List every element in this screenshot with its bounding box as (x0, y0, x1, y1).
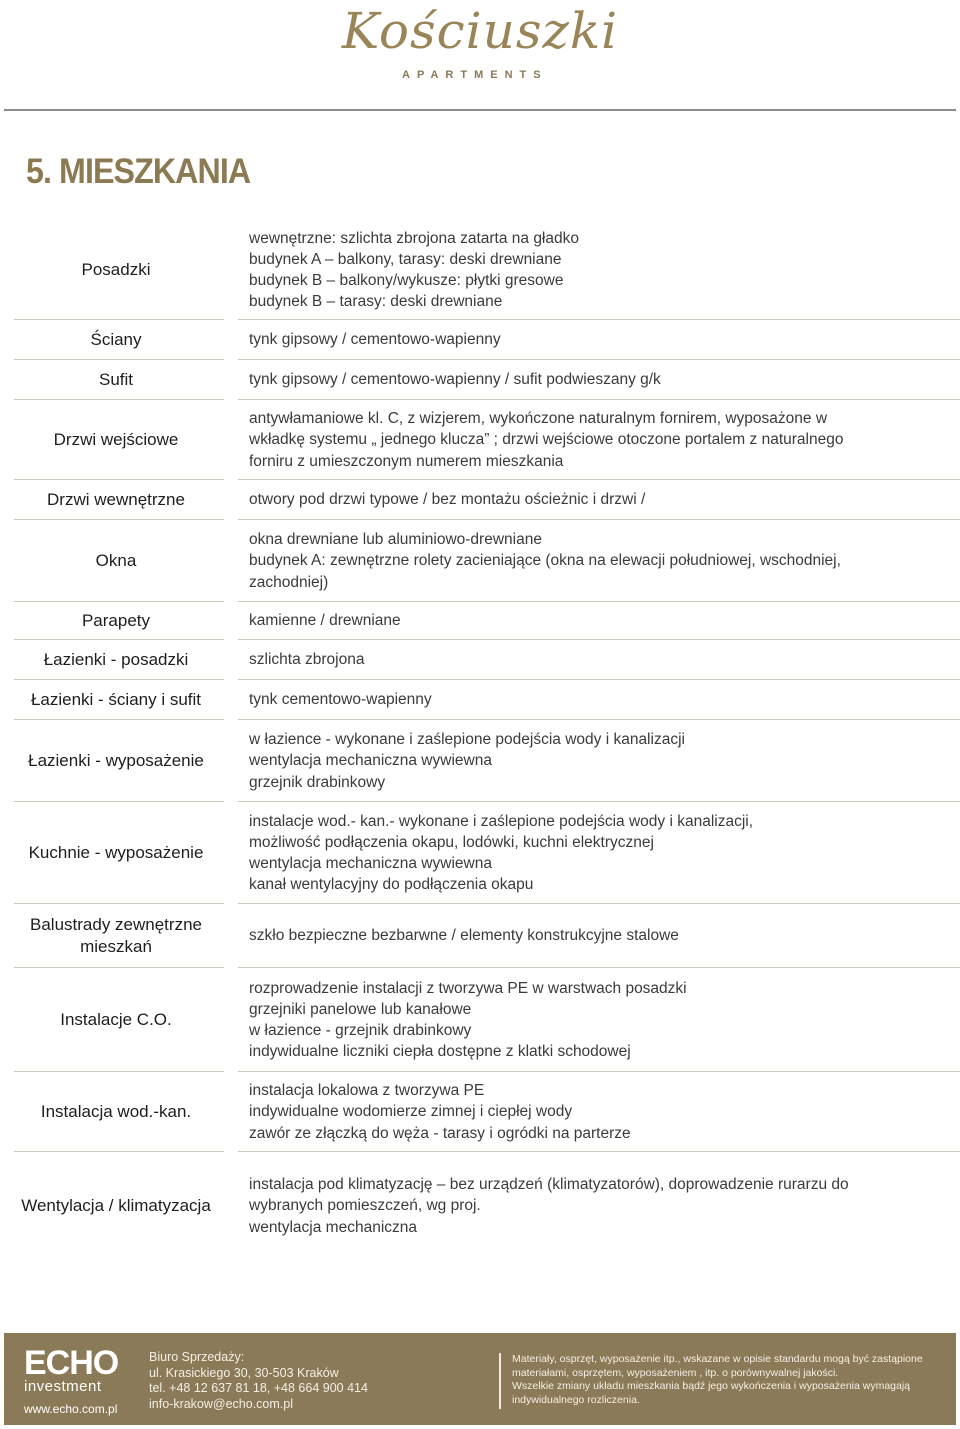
spec-value-line: wkładkę systemu „ jednego klucza” ; drzwi wejściowe otoczone portalem z naturalnego (249, 431, 844, 449)
spec-table (0, 220, 960, 1260)
spec-value-line: grzejniki panelowe lub kanałowe (249, 1000, 472, 1018)
spec-row (0, 904, 960, 968)
footer-divider (499, 1353, 501, 1409)
spec-row-value (249, 640, 960, 680)
brand-logo (0, 0, 960, 110)
spec-value-line: szlichta zbrojona (249, 651, 365, 669)
spec-value-line: kamienne / drewniane (249, 612, 401, 630)
sales-office-heading: Biuro Sprzedaży: (149, 1350, 245, 1364)
disclaimer-line: materiałami, osprzętem, wyposażeniem , itp. o porównywalnej jakości. (512, 1366, 839, 1379)
spec-row-label: Balustrady zewnętrzne mieszkań (30, 915, 202, 956)
spec-value-line: szkło bezpieczne bezbarwne / elementy konstrukcyjne stalowe (249, 927, 679, 945)
spec-value-line: wentylacja mechaniczna (249, 1218, 418, 1236)
disclaimer-line: indywidualnego rozliczenia. (512, 1393, 640, 1406)
logo-subtitle: APARTMENTS (402, 69, 548, 81)
spec-row-value (249, 220, 960, 320)
spec-value-line: możliwość podłączenia okapu, lodówki, kuchni elektrycznej (249, 833, 654, 851)
spec-row (0, 640, 960, 680)
spec-row-label: Instalacja wod.-kan. (40, 1102, 192, 1121)
spec-row-value (249, 520, 960, 602)
spec-value-line: tynk gipsowy / cementowo-wapienny / sufit podwieszany g/k (249, 371, 661, 389)
spec-value-line: rozprowadzenie instalacji z tworzywa PE w warstwach posadzki (249, 979, 687, 997)
spec-row-value (249, 480, 960, 520)
spec-row-label: Łazienki - ściany i sufit (30, 690, 202, 709)
echo-logo-wordmark: ECHO (24, 1344, 119, 1382)
spec-row-value (249, 904, 960, 968)
spec-value-line: zawór ze złączką do węża - tarasy i ogródki na parterze (249, 1124, 631, 1142)
echo-logo[interactable] (24, 1344, 134, 1417)
spec-row-label: Parapety (81, 611, 151, 630)
spec-value-line: wentylacja mechaniczna wywiewna (249, 752, 492, 770)
sales-office-address: ul. Krasickiego 30, 30-503 Kraków (149, 1365, 339, 1380)
disclaimer-line: Materiały, osprzęt, wyposażenie itp., wskazane w opisie standardu mogą być zastąpione (512, 1353, 923, 1365)
spec-value-line: budynek A: zewnętrzne rolety zacieniające (okna na elewacji południowej, wschodniej, (249, 552, 841, 570)
spec-row (0, 520, 960, 602)
spec-row-label: Łazienki - posadzki (43, 650, 189, 669)
spec-row-label: Wentylacja / klimatyzacja (21, 1196, 211, 1215)
spec-value-line: w łazience - grzejnik drabinkowy (249, 1022, 472, 1039)
spec-row (0, 480, 960, 520)
spec-value-line: antywłamaniowe kl. C, z wizjerem, wykończone naturalnym fornirem, wyposażone w (249, 410, 828, 428)
spec-row-value (249, 1152, 960, 1260)
logo-script: Kościuszki (341, 2, 619, 60)
spec-value-line: kanał wentylacyjny do podłączenia okapu (249, 876, 534, 894)
spec-row-label: Instalacje C.O. (60, 1010, 172, 1029)
spec-value-line: indywidualne liczniki ciepła dostępne z klatki schodowej (249, 1043, 631, 1061)
spec-value-line: wybranych pomieszczeń, wg proj. (249, 1197, 481, 1215)
spec-row-value (249, 400, 960, 480)
spec-row-label: Posadzki (81, 260, 151, 279)
spec-row (0, 802, 960, 904)
spec-row (0, 220, 960, 320)
spec-row-value (249, 1072, 960, 1152)
spec-value-line: otwory pod drzwi typowe / bez montażu ościeżnic i drzwi / (249, 491, 646, 509)
spec-row-label: Ściany (90, 330, 142, 349)
spec-value-line: wewnętrzne: szlichta zbrojona zatarta na gładko (249, 229, 579, 247)
spec-row-label: Kuchnie - wyposażenie (28, 843, 204, 862)
spec-row (0, 602, 960, 640)
spec-row-value (249, 360, 960, 400)
spec-row-label: Drzwi wewnętrzne (47, 490, 185, 509)
spec-value-line: budynek A – balkony, tarasy: deski drewniane (249, 250, 562, 268)
spec-value-line: w łazience - wykonane i zaślepione podejścia wody i kanalizacji (249, 731, 685, 749)
disclaimer-note (512, 1353, 952, 1407)
spec-row-value (249, 968, 960, 1072)
spec-row-value (249, 720, 960, 802)
website-link[interactable]: www.echo.com.pl (24, 1402, 118, 1416)
spec-row-value (249, 320, 960, 360)
spec-value-line: tynk cementowo-wapienny (249, 691, 432, 709)
spec-row-label: Sufit (98, 370, 134, 389)
spec-row-label: Okna (95, 551, 137, 570)
spec-row (0, 360, 960, 400)
spec-row (0, 968, 960, 1072)
spec-value-line: wentylacja mechaniczna wywiewna (249, 855, 492, 872)
echo-logo-subtitle: investment (24, 1378, 102, 1395)
spec-row-value (249, 602, 960, 640)
spec-row-value (249, 802, 960, 904)
spec-value-line: grzejnik drabinkowy (249, 773, 386, 791)
sales-office-email[interactable]: info-krakow@echo.com.pl (149, 1396, 293, 1411)
spec-value-line: instalacja lokalowa z tworzywa PE (249, 1082, 485, 1100)
spec-value-line: zachodniej) (249, 573, 329, 591)
spec-value-line: budynek B – balkony/wykusze: płytki gresowe (249, 272, 564, 289)
disclaimer-line: Wszelkie zmiany układu mieszkania bądź jego wykończenia i wyposażenia wymagają (512, 1380, 911, 1392)
spec-row (0, 320, 960, 360)
spec-value-line: tynk gipsowy / cementowo-wapienny (249, 331, 501, 349)
spec-row (0, 400, 960, 480)
sales-office-phone[interactable]: tel. +48 12 637 81 18, +48 664 900 414 (149, 1381, 368, 1395)
section-title: 5. MIESZKANIA (26, 152, 251, 191)
spec-value-line: forniru z umieszczonym numerem mieszkania (249, 452, 564, 470)
header-divider (4, 109, 956, 111)
spec-value-line: instalacje wod.- kan.- wykonane i zaślepione podejścia wody i kanalizacji, (249, 812, 754, 830)
spec-row (0, 720, 960, 802)
spec-value-line: indywidualne wodomierze zimnej i ciepłej wody (249, 1103, 573, 1121)
spec-row (0, 1072, 960, 1152)
spec-row (0, 680, 960, 720)
spec-value-line: okna drewniane lub aluminiowo-drewniane (249, 531, 542, 549)
spec-value-line: instalacja pod klimatyzację – bez urządzeń (klimatyzatorów), doprowadzenie rurarzu do (249, 1176, 849, 1194)
footer (4, 1333, 956, 1425)
spec-row-value (249, 680, 960, 720)
sales-office-info (149, 1350, 368, 1412)
spec-row-label: Drzwi wejściowe (53, 430, 179, 449)
spec-value-line: budynek B – tarasy: deski drewniane (249, 293, 503, 311)
spec-row-label: Łazienki - wyposażenie (28, 751, 204, 770)
spec-row (0, 1152, 960, 1260)
